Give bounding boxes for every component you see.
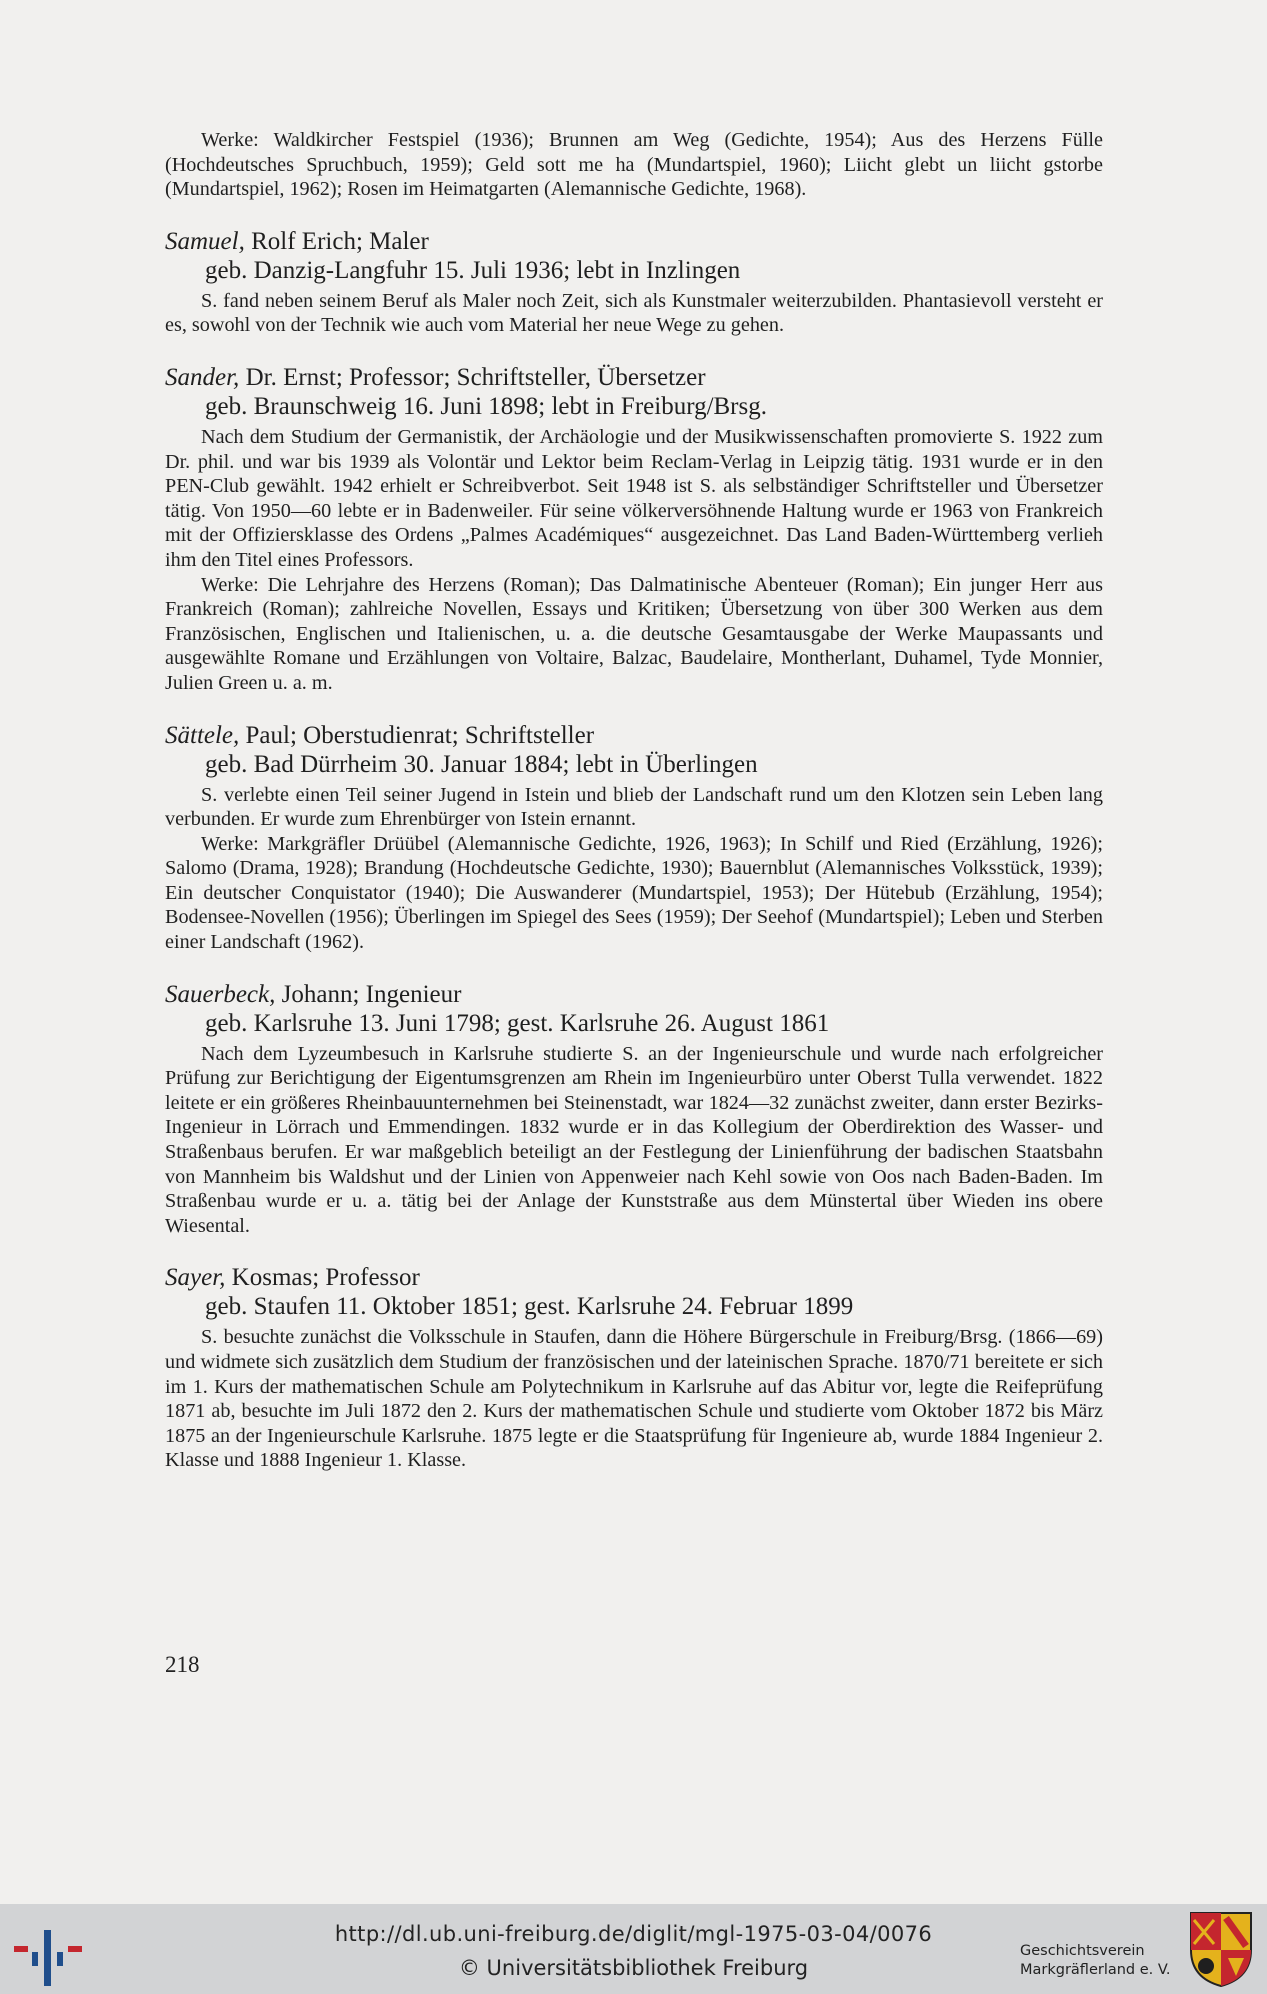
entry-surname: Sauerbeck, [165,980,276,1008]
entry-life-dates: geb. Danzig-Langfuhr 15. Juli 1936; lebt in Inzlingen [205,256,741,284]
entry-title-rest: Dr. Ernst; Professor; Schriftsteller, Übersetzer [239,363,706,391]
page-number: 218 [165,1652,200,1677]
biography-entry [165,980,1103,1239]
entry-title-rest: Paul; Oberstudienrat; Schriftsteller [239,721,595,749]
entry-title-rest: Johann; Ingenieur [275,980,462,1008]
biography-entry [165,1263,1103,1473]
page-content [165,126,1103,1473]
entry-paragraph: Nach dem Studium der Germanistik, der Archäologie und der Musikwissenschaften promovierte S. 1922 zum Dr. phil. und war bis 1939 als Volontär und Lektor beim Reclam-Verlag in Leipzig tätig. 1931 wurde er in den PEN-Club gewählt. 1942 erhielt er Schreibverbot. Seit 1948 ist S. als selbständiger Schriftsteller und Übersetzer tätig. Von 1950—60 lebte er in Badenweiler. Für seine völkerversöhnende Haltung wurde er 1963 von Frankreich mit der Offiziersklasse des Ordens „Palmes Académiques“ ausgezeichnet. Das Land Baden-Württemberg verlieh ihm den Titel eines Professors. [165,425,1103,571]
entry-life-dates: geb. Karlsruhe 13. Juni 1798; gest. Karlsruhe 26. August 1861 [205,1009,830,1037]
entry-heading [165,363,1103,392]
society-name [1020,1942,1171,1980]
markgraeflerland-crest-icon [1188,1910,1254,1988]
entry-paragraph: S. verlebte einen Teil seiner Jugend in Istein und blieb der Landschaft rund um den Klotzen sein Leben lang verbunden. Er wurde zum Ehrenbürger von Istein ernannt. [165,783,1103,831]
society-name-line: Geschichtsverein [1020,1943,1145,1959]
entry-title-rest: Rolf Erich; Maler [244,227,429,255]
entry-works-paragraph: Werke: Die Lehrjahre des Herzens (Roman); Das Dalmatinische Abenteuer (Roman); Ein junger Herr aus Frankreich (Roman); zahlreiche Novellen, Essays und Kritiken; Übersetzung von über 300 Werken aus dem Französischen, Englischen und Italienischen, u. a. die deutsche Gesamtausgabe der Werke Maupassants und ausgewählte Romane und Erzählungen von Voltaire, Balzac, Baudelaire, Montherlant, Duhamel, Tyde Monnier, Julien Green u. a. m. [165,573,1103,694]
entry-surname: Sayer, [165,1264,226,1292]
entry-heading [165,721,1103,750]
entry-paragraph: S. besuchte zunächst die Volksschule in Staufen, dann die Höhere Bürgerschule in Freiburg/Brsg. (1866—69) und widmete sich zusätzlich dem Studium der französischen und der lateinischen Sprache. 1870/71 bereitete er sich im 1. Kurs der mathematischen Schule am Polytechnikum in Karlsruhe auf das Abitur vor, legte die Reifeprüfung 1871 ab, besuchte im Juli 1872 den 2. Kurs der mathematischen Schule und studierte vom Oktober 1872 bis März 1875 an der Ingenieurschule Karlsruhe. 1875 legte er die Staatsprüfung für Ingenieure ab, wurde 1884 Ingenieur 2. Klasse und 1888 Ingenieur 1. Klasse. [165,1326,1103,1472]
biography-entry [165,227,1103,338]
entry-surname: Samuel, [165,227,245,255]
entry-heading [165,1263,1103,1292]
entry-heading [165,227,1103,256]
intro-paragraph: Werke: Waldkircher Festspiel (1936); Brunnen am Weg (Gedichte, 1954); Aus des Herzens Fülle (Hochdeutsches Spruchbuch, 1959); Geld sott me ha (Mundartspiel, 1960); Liicht glebt un liicht gstorbe (Mundartspiel, 1962); Rosen im Heimatgarten (Alemannische Gedichte, 1968). [165,129,1103,201]
entry-surname: Sander, [165,363,240,391]
entry-life-dates: geb. Bad Dürrheim 30. Januar 1884; lebt in Überlingen [205,750,758,778]
entry-life-dates: geb. Staufen 11. Oktober 1851; gest. Karlsruhe 24. Februar 1899 [205,1293,854,1321]
entry-paragraph: S. fand neben seinem Beruf als Maler noch Zeit, sich als Kunstmaler weiterzubilden. Phantasievoll versteht er es, sowohl von der Technik wie auch vom Material her neue Wege zu gehen. [165,289,1103,337]
viewer-footer [0,1904,1267,1994]
biography-entry [165,363,1103,696]
copyright-notice: © Universitätsbibliothek Freiburg [458,1956,809,1980]
entry-works-paragraph: Werke: Markgräfler Drüübel (Alemannische Gedichte, 1926, 1963); In Schilf und Ried (Erzählung, 1926); Salomo (Drama, 1928); Brandung (Hochdeutsche Gedichte, 1930); Bauernblut (Alemannisches Volksstück, 1939); Ein deutscher Conquistator (1940); Die Auswanderer (Mundartspiel, 1953); Der Hütebub (Erzählung, 1954); Bodensee-Novellen (1956); Überlingen im Spiegel des Sees (1959); Der Seehof (Mundartspiel); Leben und Sterben einer Landschaft (1962). [165,832,1103,954]
entry-heading [165,980,1103,1009]
entry-paragraph: Nach dem Lyzeumbesuch in Karlsruhe studierte S. an der Ingenieurschule und wurde nach erfolgreicher Prüfung zur Berichtigung der Eigentumsgrenzen am Rhein im Ingenieurbüro unter Oberst Tulla verwendet. 1822 leitete er ein größeres Rheinbauunternehmen bei Steinenstadt, war 1824—32 zunächst zweiter, dann erster Bezirks-Ingenieur in Lörrach und Emmendingen. 1832 wurde er in das Kollegium der Oberdirektion des Wasser- und Straßenbaus berufen. Er war maßgeblich beteiligt an der Festlegung der Linienführung der badischen Staatsbahn von Mannheim bis Waldshut und der Linien von Appenweier nach Kehl sowie von Oos nach Baden-Baden. Im Straßenbau wurde er u. a. tätig bei der Anlage der Kunststraße aus dem Münstertal über Wieden ins obere Wiesental. [165,1042,1103,1237]
entry-title-rest: Kosmas; Professor [225,1264,420,1292]
society-name-line: Markgräflerland e. V. [1020,1962,1171,1978]
entry-surname: Sättele, [165,721,240,749]
entry-life-dates: geb. Braunschweig 16. Juni 1898; lebt in Freiburg/Brsg. [205,392,767,420]
biography-entry [165,721,1103,955]
permalink-url[interactable]: http://dl.ub.uni-freiburg.de/diglit/mgl-1975-03-04/0076 [334,1922,933,1946]
